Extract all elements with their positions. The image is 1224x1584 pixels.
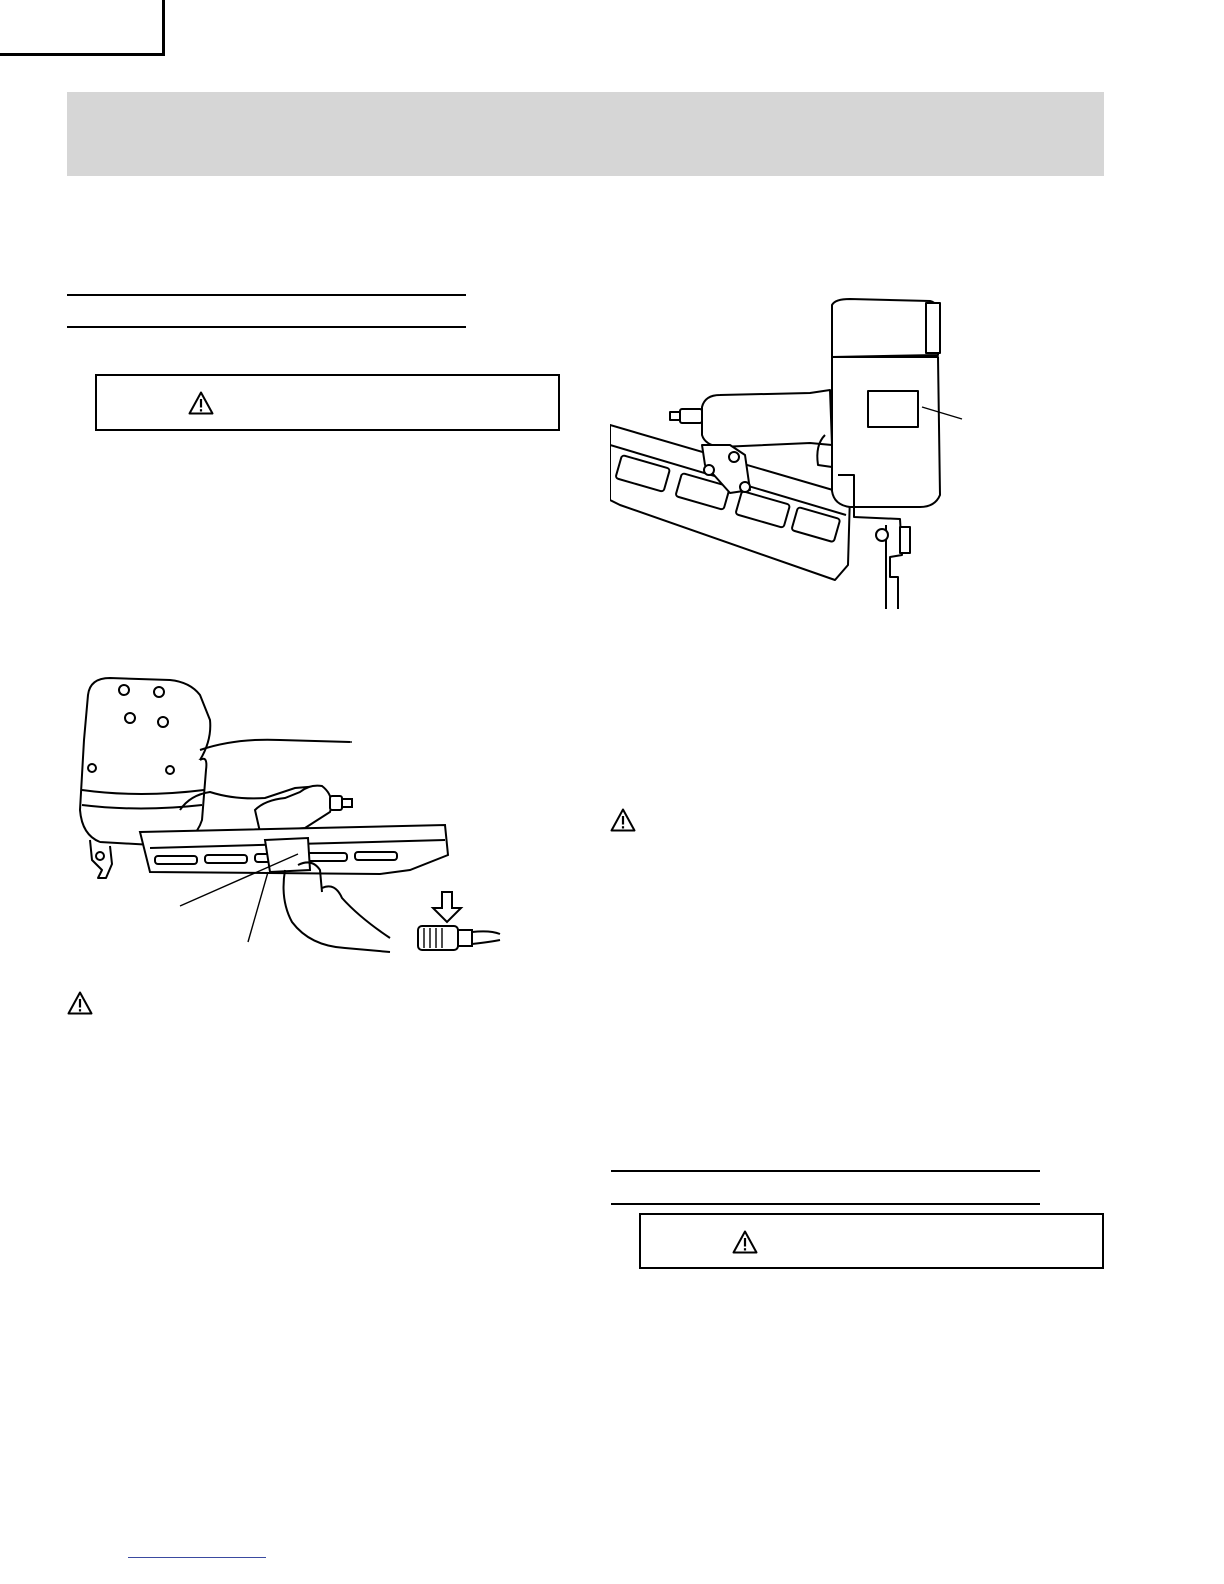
- warning-triangle-icon: [610, 808, 636, 832]
- label-plate: [868, 391, 918, 427]
- callout-line-magazine: [248, 872, 268, 942]
- warning-triangle-icon: [67, 991, 93, 1015]
- right-heading-rule-bottom: [611, 1203, 1040, 1205]
- loading-figure: [60, 660, 520, 960]
- page-number-tab: [0, 0, 165, 56]
- left-section-heading: [67, 300, 466, 322]
- arrow-down-icon: [433, 892, 461, 922]
- right-section-heading: [611, 1176, 1040, 1198]
- footer-link[interactable]: [128, 1557, 266, 1558]
- magazine-illustration: [140, 825, 448, 874]
- heading-rule-top: [67, 294, 466, 296]
- air-hose-coupler-illustration: [418, 926, 500, 950]
- upper-hand-outline: [200, 740, 350, 750]
- right-heading-rule-top: [611, 1170, 1040, 1172]
- heading-rule-bottom: [67, 326, 466, 328]
- warning-triangle-icon: [732, 1230, 758, 1254]
- left-caution-box: [95, 374, 560, 431]
- lower-hand-outline: [284, 862, 390, 952]
- section-banner: [67, 92, 1104, 176]
- nailer-illustration: [610, 299, 940, 609]
- handle-with-air-plug: [255, 786, 352, 832]
- callout-label-anchor-1: [352, 735, 353, 736]
- nailer-figure: [610, 295, 970, 615]
- warning-triangle-icon: [188, 391, 214, 415]
- right-caution-box: [639, 1213, 1104, 1269]
